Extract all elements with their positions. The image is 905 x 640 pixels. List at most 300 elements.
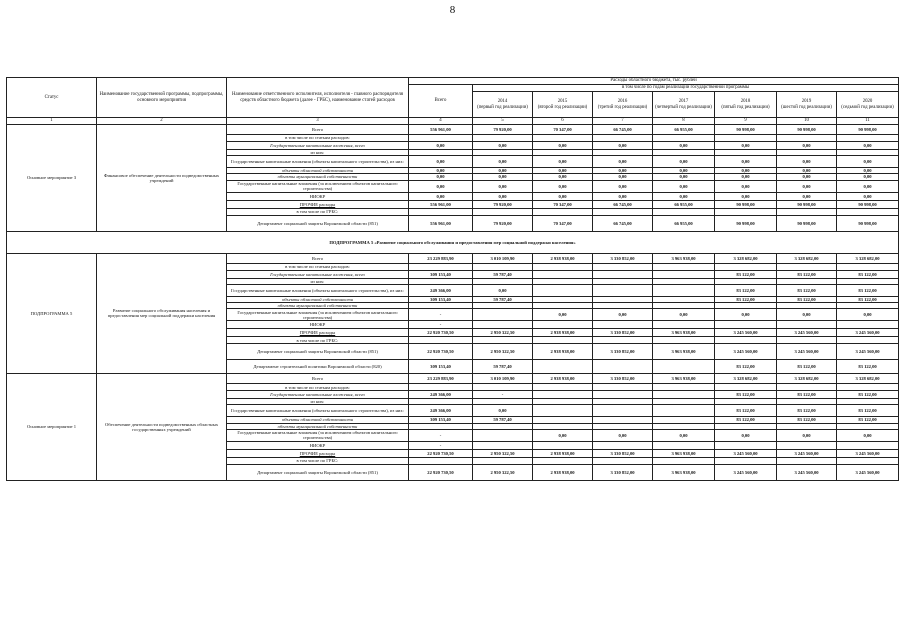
- row-value: -: [409, 321, 473, 329]
- row-value: 0,00: [473, 180, 533, 192]
- row-value: [473, 321, 533, 329]
- row-value: 0,00: [533, 168, 593, 174]
- header-year-desc: (пятый год реализации): [721, 104, 770, 110]
- row-value: 556 961,00: [409, 200, 473, 208]
- row-value: 249 366,00: [409, 391, 473, 399]
- row-value: 90 998,00: [715, 200, 777, 208]
- row-value: 83 122,00: [837, 417, 899, 423]
- row-expense-label: Государственные капитальные вложения, всего: [227, 270, 409, 278]
- row-value: [715, 457, 777, 464]
- row-expense-label: Всего: [227, 125, 409, 135]
- row-expense-label: ПРОЧИЕ расходы: [227, 449, 409, 457]
- row-value: [593, 135, 653, 142]
- row-program-name: Финансовое обеспечение деятельности подведомственных учреждений: [97, 125, 227, 232]
- row-value: [777, 263, 837, 270]
- row-value: [409, 337, 473, 344]
- row-value: [653, 135, 715, 142]
- row-value: [593, 270, 653, 278]
- row-value: 3 963 938,00: [653, 464, 715, 480]
- row-value: 83 122,00: [777, 360, 837, 374]
- row-value: [533, 270, 593, 278]
- row-value: 0,00: [533, 192, 593, 200]
- row-value: 0,00: [593, 429, 653, 441]
- row-value: [777, 337, 837, 344]
- row-value: [715, 337, 777, 344]
- header-year-cell: [533, 92, 593, 118]
- row-value: [473, 263, 533, 270]
- row-value: 3 963 938,00: [653, 329, 715, 337]
- row-value: 2 950 322,50: [473, 449, 533, 457]
- row-value: [593, 384, 653, 391]
- row-value: 83 122,00: [777, 296, 837, 302]
- row-expense-label: Государственные капитальные вложения (за исключением объектов капитального строительства): [227, 429, 409, 441]
- row-value: [777, 441, 837, 449]
- header-year-cell: [473, 92, 533, 118]
- row-expense-label: Департамент социальной защиты Воронежской области (851): [227, 344, 409, 360]
- row-value: 3 963 938,00: [653, 253, 715, 263]
- row-value: 90 998,00: [837, 125, 899, 135]
- row-value: 0,00: [715, 192, 777, 200]
- row-expense-label: НИОКР: [227, 192, 409, 200]
- row-value: 0,00: [653, 156, 715, 168]
- row-value: 3 328 682,00: [715, 253, 777, 263]
- row-value: 0,00: [715, 180, 777, 192]
- row-value: [409, 135, 473, 142]
- column-number: 7: [593, 118, 653, 125]
- row-value: 3 328 682,00: [837, 253, 899, 263]
- row-value: [777, 135, 837, 142]
- header-year-cell: [653, 92, 715, 118]
- row-expense-label: объекты муниципальной собственности: [227, 303, 409, 309]
- row-value: 0,00: [715, 142, 777, 150]
- row-value: 0,00: [777, 174, 837, 180]
- row-value: 2 938 938,00: [533, 449, 593, 457]
- row-value: [533, 441, 593, 449]
- row-value: [593, 457, 653, 464]
- header-program-name: Наименование государственной программы, подпрограммы, основного мероприятия: [97, 78, 227, 118]
- row-value: 0,00: [715, 168, 777, 174]
- row-expense-label: в том числе по статьям расходов:: [227, 263, 409, 270]
- table-row: [7, 374, 899, 384]
- row-value: 0,00: [593, 142, 653, 150]
- row-expense-label: Департамент строительной политики Воронежской области (820): [227, 360, 409, 374]
- header-year-desc: (третий год реализации): [597, 104, 648, 110]
- row-value: 23 229 883,90: [409, 253, 473, 263]
- row-value: 0,00: [533, 180, 593, 192]
- row-expense-label: Всего: [227, 253, 409, 263]
- page-number: 8: [449, 4, 456, 16]
- row-value: 2 938 938,00: [533, 329, 593, 337]
- header-year: 2019: [801, 99, 812, 105]
- header-year-desc: (четвертый год реализации): [655, 104, 712, 110]
- row-value: 2 938 938,00: [533, 374, 593, 384]
- row-expense-label: Государственные капитальные вложения (объекты капитального строительства), из них:: [227, 284, 409, 296]
- row-value: 0,00: [593, 309, 653, 321]
- row-value: 0,00: [409, 180, 473, 192]
- row-value: 3 963 938,00: [653, 344, 715, 360]
- row-value: 0,00: [837, 174, 899, 180]
- column-number: 9: [715, 118, 777, 125]
- row-value: 66 955,00: [653, 125, 715, 135]
- row-value: 0,00: [473, 142, 533, 150]
- row-value: [837, 135, 899, 142]
- row-value: [593, 441, 653, 449]
- row-value: [777, 321, 837, 329]
- row-value: 22 920 730,50: [409, 449, 473, 457]
- row-value: [473, 384, 533, 391]
- row-value: [653, 337, 715, 344]
- row-expense-label: в том числе по статьям расходов:: [227, 384, 409, 391]
- row-value: [593, 337, 653, 344]
- header-year-desc: (первый год реализации): [477, 104, 528, 110]
- row-value: 3 245 560,00: [837, 449, 899, 457]
- row-value: 83 122,00: [837, 360, 899, 374]
- row-value: 0,00: [837, 156, 899, 168]
- row-value: 59 787,40: [473, 360, 533, 374]
- row-value: [473, 337, 533, 344]
- row-value: 0,00: [473, 174, 533, 180]
- header-year-cell: [837, 92, 899, 118]
- row-expense-label: объекты областной собственности: [227, 168, 409, 174]
- row-value: 2 938 938,00: [533, 464, 593, 480]
- row-value: 3 245 560,00: [715, 464, 777, 480]
- row-expense-label: в том числе по ГРБС:: [227, 457, 409, 464]
- row-value: 0,00: [653, 309, 715, 321]
- row-value: 83 122,00: [715, 284, 777, 296]
- row-value: 83 122,00: [715, 296, 777, 302]
- row-value: 70 347,00: [533, 215, 593, 231]
- row-value: [409, 457, 473, 464]
- row-value: 3 963 938,00: [653, 374, 715, 384]
- row-value: 59 787,40: [473, 270, 533, 278]
- row-value: [409, 263, 473, 270]
- row-value: 0,00: [409, 192, 473, 200]
- row-value: 3 330 852,00: [593, 344, 653, 360]
- row-value: 79 920,00: [473, 200, 533, 208]
- row-value: 556 961,00: [409, 215, 473, 231]
- row-value: 90 998,00: [777, 215, 837, 231]
- row-value: 309 153,40: [409, 417, 473, 423]
- row-value: 66 745,00: [593, 125, 653, 135]
- row-value: 83 122,00: [715, 360, 777, 374]
- row-value: [593, 360, 653, 374]
- column-number: 3: [227, 118, 409, 125]
- row-value: [533, 384, 593, 391]
- row-value: 23 229 883,90: [409, 374, 473, 384]
- row-value: 0,00: [593, 174, 653, 180]
- row-value: 0,00: [593, 168, 653, 174]
- row-value: 70 347,00: [533, 125, 593, 135]
- row-expense-label: Государственные капитальные вложения, всего: [227, 391, 409, 399]
- row-value: 22 920 730,50: [409, 329, 473, 337]
- row-program-name: Развитие социального обслуживания населения и предоставления мер социальной поддержки населения: [97, 253, 227, 374]
- row-expense-label: Государственные капитальные вложения (за исключением объектов капитального строительства): [227, 180, 409, 192]
- row-value: 66 745,00: [593, 200, 653, 208]
- row-value: [473, 135, 533, 142]
- row-value: [837, 384, 899, 391]
- row-value: 0,00: [837, 142, 899, 150]
- row-value: 3 330 852,00: [593, 464, 653, 480]
- row-value: 2 950 322,50: [473, 344, 533, 360]
- header-year-desc: (второй год реализации): [537, 104, 588, 110]
- row-value: 83 122,00: [837, 391, 899, 399]
- row-value: 0,00: [533, 174, 593, 180]
- row-value: 0,00: [653, 429, 715, 441]
- row-value: [777, 457, 837, 464]
- row-value: [653, 284, 715, 296]
- row-value: 3 330 852,00: [593, 329, 653, 337]
- row-value: 2 938 938,00: [533, 253, 593, 263]
- row-value: 309 153,40: [409, 360, 473, 374]
- row-expense-label: Всего: [227, 374, 409, 384]
- row-expense-label: в том числе по ГРБС:: [227, 337, 409, 344]
- row-value: 0,00: [777, 142, 837, 150]
- row-expense-label: НИОКР: [227, 321, 409, 329]
- row-expense-label: объекты областной собственности: [227, 296, 409, 302]
- column-number: 1: [7, 118, 97, 125]
- row-value: [473, 309, 533, 321]
- row-value: 83 122,00: [777, 270, 837, 278]
- row-value: 309 153,40: [409, 270, 473, 278]
- header-year-cell: [593, 92, 653, 118]
- header-year: 2018: [740, 99, 751, 105]
- row-value: 90 998,00: [715, 125, 777, 135]
- row-value: 0,00: [533, 142, 593, 150]
- row-expense-label: Государственные капитальные вложения, всего: [227, 142, 409, 150]
- row-value: [653, 391, 715, 399]
- row-value: 0,00: [837, 429, 899, 441]
- row-value: 3 330 852,00: [593, 374, 653, 384]
- row-value: [653, 441, 715, 449]
- row-expense-label: объекты муниципальной собственности: [227, 174, 409, 180]
- row-expense-label: из них:: [227, 399, 409, 405]
- row-value: 0,00: [409, 174, 473, 180]
- row-expense-label: Государственные капитальные вложения (объекты капитального строительства), из них:: [227, 405, 409, 417]
- row-value: 0,00: [837, 180, 899, 192]
- row-value: [653, 457, 715, 464]
- row-value: 3 328 682,00: [715, 374, 777, 384]
- row-value: 59 787,40: [473, 296, 533, 302]
- row-expense-label: Государственные капитальные вложения (за исключением объектов капитального строительства): [227, 309, 409, 321]
- row-value: 0,00: [409, 168, 473, 174]
- row-value: [837, 337, 899, 344]
- row-value: 0,00: [715, 429, 777, 441]
- row-value: [653, 270, 715, 278]
- row-value: 0,00: [409, 142, 473, 150]
- row-value: 90 998,00: [837, 215, 899, 231]
- column-number: 4: [409, 118, 473, 125]
- row-value: 0,00: [533, 429, 593, 441]
- row-value: 22 920 730,50: [409, 344, 473, 360]
- row-value: [533, 360, 593, 374]
- row-value: 70 347,00: [533, 200, 593, 208]
- row-value: 22 920 730,50: [409, 464, 473, 480]
- row-value: [715, 263, 777, 270]
- row-expense-label: объекты областной собственности: [227, 417, 409, 423]
- column-number: 8: [653, 118, 715, 125]
- row-value: 3 245 560,00: [777, 329, 837, 337]
- column-number: 6: [533, 118, 593, 125]
- row-value: [533, 263, 593, 270]
- row-value: [777, 208, 837, 215]
- row-value: 3 328 682,00: [777, 374, 837, 384]
- row-status: Основное мероприятие 1: [7, 374, 97, 481]
- row-value: 66 745,00: [593, 215, 653, 231]
- row-value: [473, 208, 533, 215]
- row-value: 0,00: [837, 168, 899, 174]
- section-row: [7, 231, 899, 253]
- row-value: 83 122,00: [837, 284, 899, 296]
- row-value: [473, 429, 533, 441]
- row-value: 0,00: [837, 192, 899, 200]
- row-value: 3 245 560,00: [715, 449, 777, 457]
- row-value: 0,00: [653, 174, 715, 180]
- row-value: 0,00: [777, 168, 837, 174]
- row-value: 3 245 560,00: [837, 464, 899, 480]
- row-value: 0,00: [473, 156, 533, 168]
- row-value: 0,00: [409, 156, 473, 168]
- row-value: 0,00: [777, 156, 837, 168]
- row-value: 0,00: [473, 192, 533, 200]
- row-value: 0,00: [777, 180, 837, 192]
- row-value: 79 920,00: [473, 125, 533, 135]
- row-value: [837, 208, 899, 215]
- row-value: [533, 337, 593, 344]
- row-value: 3 245 560,00: [777, 464, 837, 480]
- row-value: 2 950 322,50: [473, 329, 533, 337]
- row-value: 0,00: [715, 309, 777, 321]
- table-row: [7, 125, 899, 135]
- row-value: [533, 405, 593, 417]
- row-value: 0,00: [653, 142, 715, 150]
- row-value: 0,00: [473, 284, 533, 296]
- header-total: Всего: [409, 85, 473, 118]
- row-value: [715, 208, 777, 215]
- row-value: -: [409, 441, 473, 449]
- row-value: 0,00: [473, 405, 533, 417]
- header-by-years: в том числе по годам реализации государственной программы: [473, 85, 899, 92]
- row-value: 83 122,00: [715, 391, 777, 399]
- header-year-desc: (седьмой год реализации): [841, 104, 894, 110]
- row-expense-label: в том числе по ГРБС:: [227, 208, 409, 215]
- row-value: 90 998,00: [777, 125, 837, 135]
- row-value: [593, 208, 653, 215]
- header-executor: Наименование ответственного исполнителя, исполнителя - главного распорядителя средств областного бюджета (далее - ГРБС), наименование статей расходов: [227, 78, 409, 118]
- row-value: 66 955,00: [653, 215, 715, 231]
- row-value: [715, 135, 777, 142]
- header-expenses-title: Расходы областного бюджета, тыс. рублей: [409, 78, 899, 85]
- row-expense-label: в том числе по статьям расходов:: [227, 135, 409, 142]
- row-value: [533, 284, 593, 296]
- row-value: 59 787,40: [473, 417, 533, 423]
- row-value: 3 010 109,90: [473, 253, 533, 263]
- row-value: [653, 263, 715, 270]
- row-expense-label: из них:: [227, 278, 409, 284]
- row-value: -: [473, 391, 533, 399]
- row-value: 83 122,00: [837, 270, 899, 278]
- column-number: 2: [97, 118, 227, 125]
- row-value: [777, 384, 837, 391]
- row-value: [473, 457, 533, 464]
- row-value: [837, 321, 899, 329]
- row-value: [533, 457, 593, 464]
- row-value: 556 961,00: [409, 125, 473, 135]
- row-value: 0,00: [653, 192, 715, 200]
- row-value: [593, 405, 653, 417]
- row-value: 249 366,00: [409, 405, 473, 417]
- row-value: 0,00: [837, 309, 899, 321]
- row-value: 3 010 109,90: [473, 374, 533, 384]
- column-number: 10: [777, 118, 837, 125]
- row-value: 0,00: [777, 309, 837, 321]
- row-value: 0,00: [653, 180, 715, 192]
- row-value: 83 122,00: [777, 417, 837, 423]
- row-value: -: [409, 309, 473, 321]
- row-value: 83 122,00: [715, 405, 777, 417]
- row-value: [533, 321, 593, 329]
- header-year: 2014: [497, 99, 508, 105]
- row-value: [653, 384, 715, 391]
- row-value: 0,00: [715, 174, 777, 180]
- row-value: 83 122,00: [837, 296, 899, 302]
- row-value: 83 122,00: [777, 284, 837, 296]
- row-value: 83 122,00: [777, 405, 837, 417]
- row-value: 3 245 560,00: [715, 329, 777, 337]
- row-expense-label: ПРОЧИЕ расходы: [227, 200, 409, 208]
- row-value: 309 153,40: [409, 296, 473, 302]
- row-value: [533, 391, 593, 399]
- row-value: [653, 360, 715, 374]
- row-value: 0,00: [533, 156, 593, 168]
- row-expense-label: Департамент социальной защиты Воронежской области (851): [227, 215, 409, 231]
- row-status: Основное мероприятие 3: [7, 125, 97, 232]
- row-value: 79 920,00: [473, 215, 533, 231]
- row-value: 3 328 682,00: [777, 253, 837, 263]
- row-value: 3 330 852,00: [593, 253, 653, 263]
- header-year: 2015: [557, 99, 568, 105]
- row-expense-label: Департамент социальной защиты Воронежской области (851): [227, 464, 409, 480]
- row-value: [653, 405, 715, 417]
- row-value: [533, 208, 593, 215]
- row-expense-label: Государственные капитальные вложения (объекты капитального строительства), из них:: [227, 156, 409, 168]
- row-value: 2 950 322,50: [473, 464, 533, 480]
- row-value: 2 938 938,00: [533, 344, 593, 360]
- header-year: 2020: [862, 99, 873, 105]
- row-value: 0,00: [593, 180, 653, 192]
- row-value: 249 366,00: [409, 284, 473, 296]
- row-value: 83 122,00: [715, 417, 777, 423]
- row-value: 0,00: [473, 168, 533, 174]
- row-value: 0,00: [593, 192, 653, 200]
- row-value: 3 245 560,00: [715, 344, 777, 360]
- row-value: 0,00: [593, 156, 653, 168]
- header-year-cell: [777, 92, 837, 118]
- row-expense-label: ПРОЧИЕ расходы: [227, 329, 409, 337]
- row-value: 3 245 560,00: [777, 344, 837, 360]
- row-value: [593, 321, 653, 329]
- row-value: [837, 441, 899, 449]
- row-value: [593, 284, 653, 296]
- row-value: 0,00: [777, 429, 837, 441]
- row-value: 3 963 938,00: [653, 449, 715, 457]
- row-value: 83 122,00: [777, 391, 837, 399]
- row-expense-label: из них:: [227, 150, 409, 156]
- header-year: 2016: [617, 99, 628, 105]
- column-number: 11: [837, 118, 899, 125]
- header-year-cell: [715, 92, 777, 118]
- section-title: ПОДПРОГРАММА 5 «Развитие социального обслуживания и предоставления мер социальной поддержки населения»: [7, 231, 899, 253]
- row-value: [715, 321, 777, 329]
